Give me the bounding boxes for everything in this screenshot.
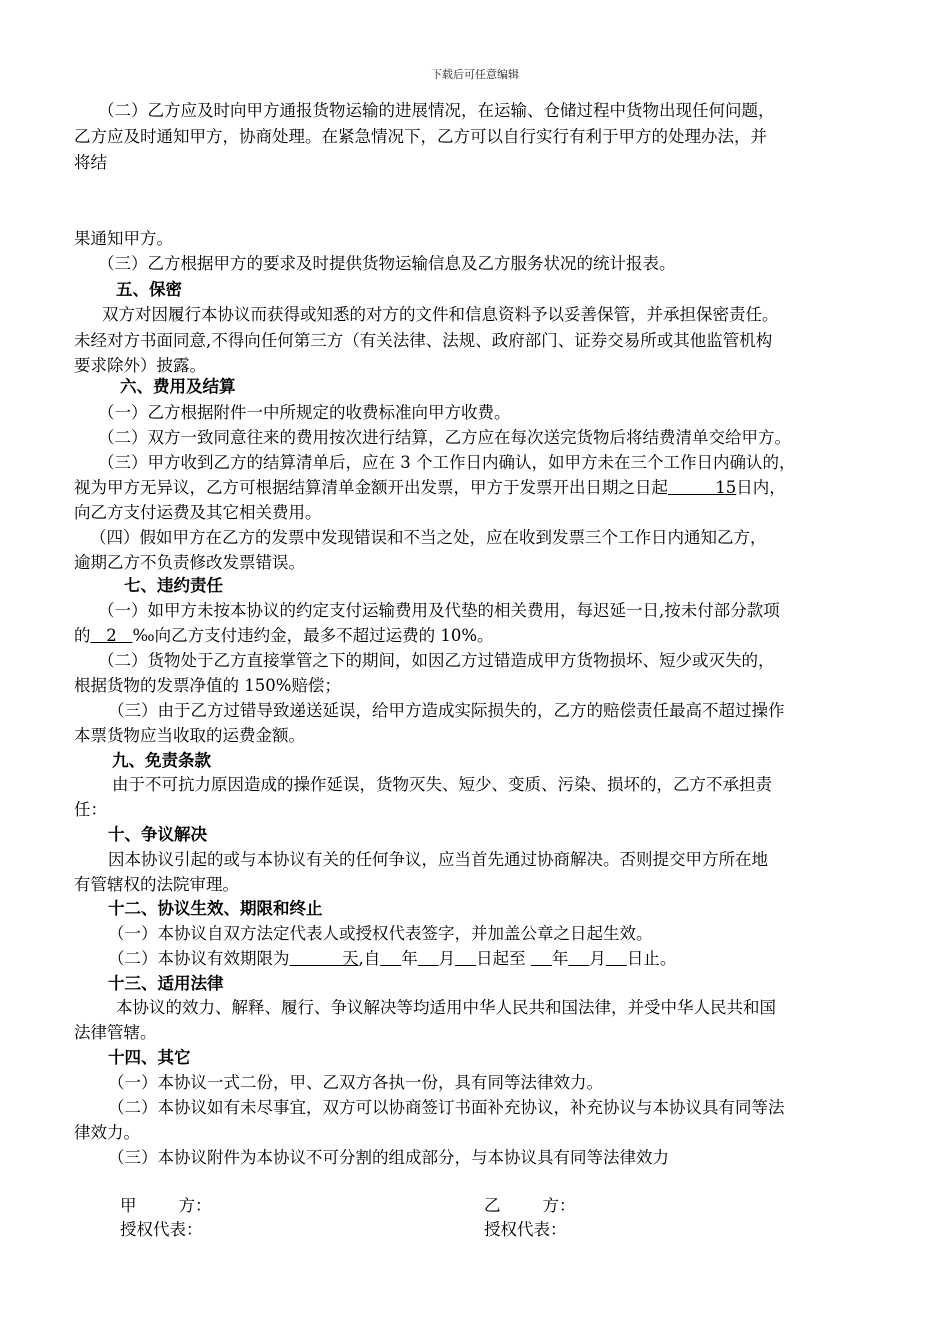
para-text: 日止。 [626,949,677,968]
para-text: 视为甲方无异议，乙方可根据结算清单金额开出发票，甲方于发票开出日期之日起 [74,478,668,497]
para-text: 的 [74,626,91,645]
section-heading: 十三、适用法律 [108,974,224,993]
fill-blank [380,949,401,968]
para-line: 乙方应及时通知甲方，协商处理。在紧急情况下，乙方可以自行实行有利于甲方的处理办法，并 [74,127,767,146]
para-line: （三）本协议附件为本协议不可分割的组成部分，与本协议具有同等法律效力 [108,1148,669,1167]
para-line: （四）假如甲方在乙方的发票中发现错误和不当之处，应在收到发票三个工作日内通知乙方， [90,528,767,547]
para-line: 任： [74,800,107,819]
signature-party-b: 乙 方： [484,1196,576,1215]
signature-party-a: 甲 方： [120,1196,212,1215]
para-line [74,625,494,647]
para-line: 本票货物应当收取的运费金额。 [74,726,305,745]
para-line: （一）本协议自双方法定代表人或授权代表签字，并加盖公章之日起生效。 [108,924,653,943]
para-text: ‰向乙方支付违约金，最多不超过运费的 10%。 [132,626,494,645]
para-line: 要求除外）披露。 [74,356,206,375]
fill-blank [117,626,133,645]
fill-blank [418,949,439,968]
para-line [74,477,786,499]
para-line: 有管辖权的法院审理。 [74,875,239,894]
section-heading: 七、违约责任 [124,576,223,595]
para-text: 日起至 [476,949,531,968]
para-line: （三）乙方根据甲方的要求及时提供货物运输信息及乙方服务状况的统计报表。 [98,254,676,273]
signature-party-b-rep: 授权代表： [484,1220,567,1239]
para-line: （一）如甲方未按本协议的约定支付运输费用及代垫的相关费用，每迟延一日,按未付部分款项 [98,601,780,620]
para-line: （一）乙方根据附件一中所规定的收费标准向甲方收费。 [98,403,511,422]
fill-blank [606,949,627,968]
fill-blank [531,949,552,968]
para-line: （二）双方一致同意往来的费用按次进行结算，乙方应在每次送完货物后将结费清单交给甲方。 [98,428,791,447]
fill-blank [91,626,107,645]
section-heading: 六、费用及结算 [120,377,236,396]
para-text: （二）本协议有效期限为 [108,949,290,968]
para-line: （一）本协议一式二份，甲、乙双方各执一份，具有同等法律效力。 [108,1073,603,1092]
section-heading: 五、保密 [116,280,182,299]
para-text: ,自 [358,949,381,968]
para-line: 未经对方书面同意,不得向任何第三方（有关法律、法规、政府部门、证券交易所或其他监管机构 [74,331,773,350]
section-heading: 十、争议解决 [108,825,207,844]
para-line: （二）货物处于乙方直接掌管之下的期间，如因乙方过错造成甲方货物损坏、短少或灭失的， [98,651,775,670]
fill-value: 2 [106,626,117,645]
para-text: 月 [589,949,606,968]
section-heading: 九、免责条款 [112,751,211,770]
para-text: 年 [551,949,569,968]
page-header: 下载后可任意编辑 [431,68,519,81]
para-text: 年 [401,949,418,968]
fill-blank [290,949,342,968]
section-heading: 十四、其它 [108,1048,191,1067]
para-line: 逾期乙方不负责修改发票错误。 [74,553,305,572]
fill-blank [668,478,715,497]
para-line: 将结 [74,153,107,172]
signature-party-a-rep: 授权代表： [120,1220,203,1239]
fill-value: 天 [341,949,359,968]
fill-blank [568,949,589,968]
para-line: （三）甲方收到乙方的结算清单后，应在 3 个工作日内确认，如甲方未在三个工作日内确认的， [98,453,796,472]
para-line: 法律管辖。 [74,1023,157,1042]
para-line: 根据货物的发票净值的 150%赔偿； [74,676,341,695]
para-line: 本协议的效力、解释、履行、争议解决等均适用中华人民共和国法律，并受中华人民共和国 [116,998,776,1017]
fill-blank [455,949,476,968]
para-text: 月 [438,949,456,968]
para-line: 双方对因履行本协议而获得或知悉的对方的文件和信息资料予以妥善保管，并承担保密责任。 [102,305,779,324]
para-line: （二）乙方应及时向甲方通报货物运输的进展情况，在运输、仓储过程中货物出现任何问题， [98,101,775,120]
para-line: 果通知甲方。 [74,229,173,248]
para-line: 向乙方支付运费及其它相关费用。 [74,503,322,522]
para-line: （二）本协议如有未尽事宜，双方可以协商签订书面补充协议，补充协议与本协议具有同等法 [108,1098,785,1117]
para-line: （三）由于乙方过错导致递送延误，给甲方造成实际损失的，乙方的赔偿责任最高不超过操作 [108,701,785,720]
fill-value: 15 [715,478,737,497]
section-heading: 十二、协议生效、期限和终止 [108,899,323,918]
para-line [108,948,676,970]
para-line: 由于不可抗力原因造成的操作延误，货物灭失、短少、变质、污染、损坏的，乙方不承担责 [112,775,772,794]
para-line: 因本协议引起的或与本协议有关的任何争议，应当首先通过协商解决。否则提交甲方所在地 [108,850,768,869]
para-text: 日内， [736,478,786,497]
para-line: 律效力。 [74,1123,140,1142]
